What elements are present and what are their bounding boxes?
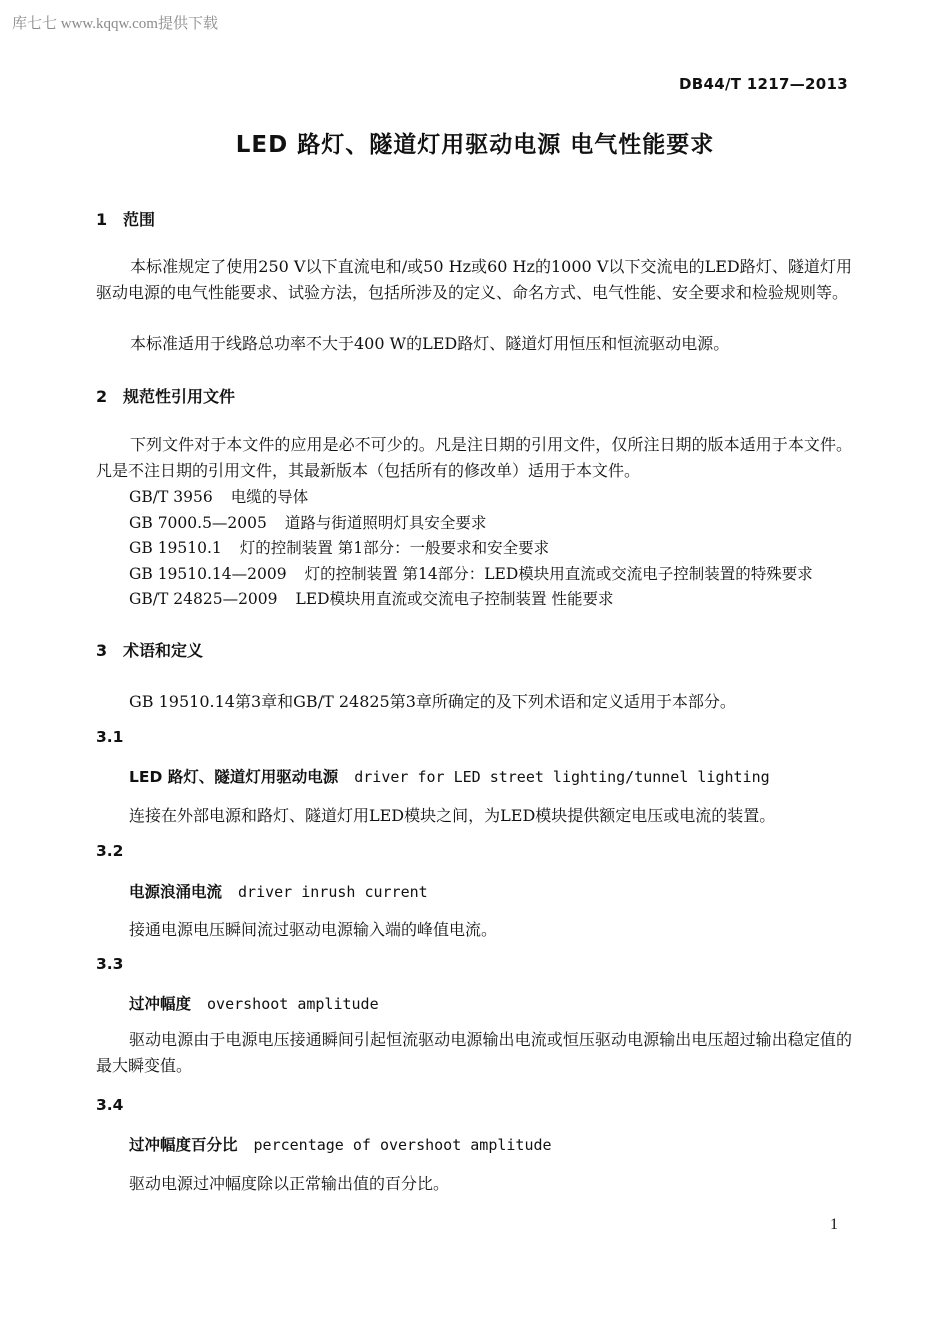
reference-item: [129, 562, 813, 584]
term-definition: 接通电源电压瞬间流过驱动电源输入端的峰值电流。: [129, 920, 498, 939]
section-3-paragraph-1: GB 19510.14第3章和GB/T 24825第3章所确定的及下列术语和定义适用于本部分。: [129, 692, 736, 711]
term-chinese: 过冲幅度: [129, 995, 192, 1013]
section-number: 2: [96, 387, 108, 406]
reference-title: LED模块用直流或交流电子控制装置 性能要求: [295, 590, 614, 608]
subsection-number: 3.2: [96, 842, 124, 860]
section-1-paragraph-2: 本标准适用于线路总功率不大于400 W的LED路灯、隧道灯用恒压和恒流驱动电源。: [130, 334, 730, 353]
term-english: percentage of overshoot amplitude: [253, 1136, 552, 1154]
reference-item: [129, 587, 613, 609]
section-number: 1: [96, 210, 108, 229]
term-heading: [129, 765, 770, 787]
reference-code: GB 19510.14—2009: [129, 565, 287, 583]
term-chinese: 过冲幅度百分比: [129, 1136, 238, 1154]
reference-title: 电缆的导体: [230, 488, 309, 506]
term-definition: 驱动电源由于电源电压接通瞬间引起恒流驱动电源输出电流或恒压驱动电源输出电压超过输出稳定值的最大瞬变值。: [96, 1030, 852, 1075]
term-english: driver for LED street lighting/tunnel lighting: [354, 768, 770, 786]
reference-item: [129, 536, 549, 558]
reference-code: GB 7000.5—2005: [129, 514, 267, 532]
section-3-heading: [96, 638, 203, 661]
section-1-paragraph-1: 本标准规定了使用250 V以下直流电和/或50 Hz或60 Hz的1000 V以下交流电的LED路灯、隧道灯用驱动电源的电气性能要求、试验方法，包括所涉及的定义、命名方式、电气性能、安全要求和检验规则等。: [96, 257, 852, 302]
term-definition: 连接在外部电源和路灯、隧道灯用LED模块之间，为LED模块提供额定电压或电流的装置。: [129, 806, 776, 825]
reference-title: 灯的控制装置 第14部分：LED模块用直流或交流电子控制装置的特殊要求: [304, 565, 813, 583]
reference-code: GB/T 3956: [129, 488, 213, 506]
reference-item: [129, 511, 486, 533]
subsection-number: 3.3: [96, 955, 124, 973]
subsection-number: 3.4: [96, 1096, 124, 1114]
term-heading: [129, 880, 428, 902]
section-2-heading: [96, 384, 235, 407]
reference-title: 道路与街道照明灯具安全要求: [284, 514, 487, 532]
term-heading: [129, 992, 379, 1014]
page-title: LED 路灯、隧道灯用驱动电源 电气性能要求: [235, 132, 715, 158]
section-1-heading: [96, 207, 155, 230]
subsection-number: 3.1: [96, 728, 124, 746]
section-title: 范围: [123, 210, 156, 229]
term-english: driver inrush current: [238, 883, 428, 901]
term-heading: [129, 1133, 552, 1155]
document-id: DB44/T 1217—2013: [679, 75, 848, 93]
section-title: 术语和定义: [123, 641, 204, 660]
reference-code: GB 19510.1: [129, 539, 222, 557]
reference-item: [129, 485, 308, 507]
term-english: overshoot amplitude: [207, 995, 379, 1013]
section-number: 3: [96, 641, 108, 660]
reference-title: 灯的控制装置 第1部分：一般要求和安全要求: [239, 539, 550, 557]
term-chinese: 电源浪涌电流: [129, 883, 223, 901]
reference-code: GB/T 24825—2009: [129, 590, 278, 608]
term-definition: 驱动电源过冲幅度除以正常输出值的百分比。: [129, 1174, 450, 1193]
page-number: 1: [830, 1216, 838, 1233]
section-title: 规范性引用文件: [123, 387, 236, 406]
term-chinese: LED 路灯、隧道灯用驱动电源: [129, 768, 339, 786]
section-2-paragraph-1: 下列文件对于本文件的应用是必不可少的。凡是注日期的引用文件，仅所注日期的版本适用于本文件。凡是不注日期的引用文件，其最新版本（包括所有的修改单）适用于本文件。: [96, 435, 852, 480]
watermark: 库七七 www.kqqw.com提供下载: [12, 16, 218, 32]
